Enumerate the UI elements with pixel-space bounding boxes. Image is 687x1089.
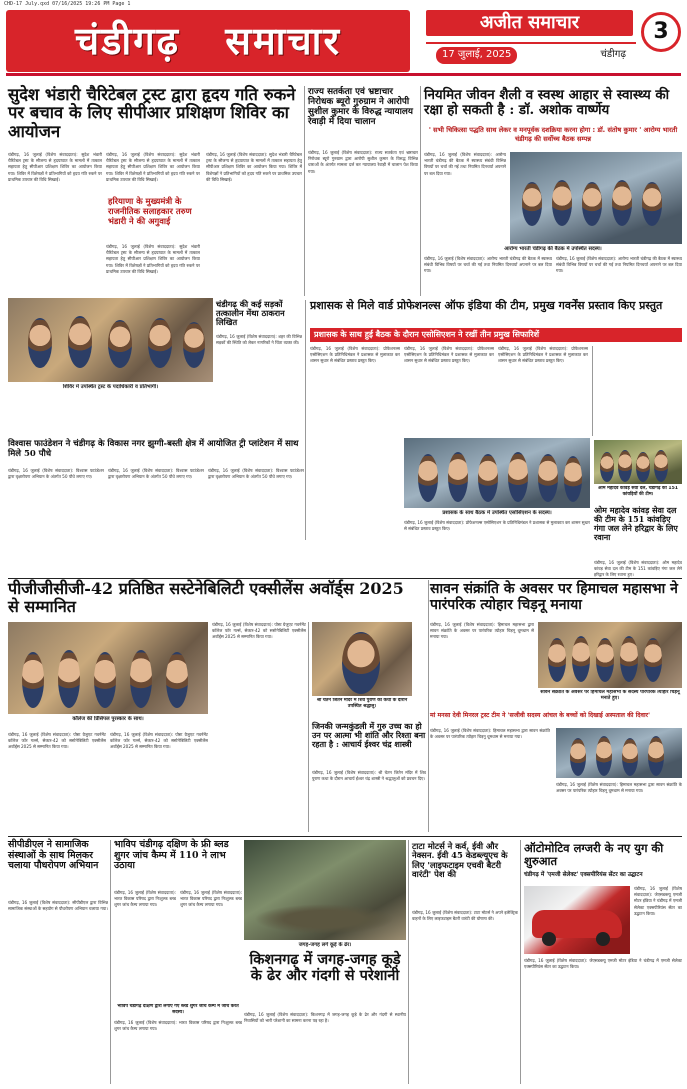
- article-3-headline: नियमित जीवन शैली व स्वस्थ आहार से स्वास्थ्य की रक्षा हो सकती है : डॉ. अशोक वार्ष्णेय: [424, 87, 670, 118]
- article-1-text: चंडीगढ़, 16 जुलाई (विशेष संवाददाता): सुदेश भंडारी चैरिटेबल ट्रस्ट के सौजन्य से हृदयाघात के मामलों में तत्काल सहायता हेतु सीपीआर प्रशिक्षण शिविर का आयोजन किया गया। शिविर में विशेषज्ञों ने प्रतिभागियों को हृदय गति रुकने पर प्राथमिक उपचार की विधि सिखाई।: [8, 152, 102, 182]
- article-3-photo: [510, 152, 682, 244]
- section-title-2: समाचार: [225, 18, 342, 63]
- city-name: चंडीगढ़: [600, 49, 626, 60]
- article-15-photo: [524, 886, 630, 954]
- article-13-text: चंडीगढ़, 16 जुलाई (विशेष संवाददाता): किशनगढ़ में जगह-जगह कूड़े के ढेर और गंदगी से स्थानीय निवासियों को भारी परेशानी का सामना करना पड़ रहा है।: [244, 1012, 406, 1024]
- article-14-text: चंडीगढ़, 16 जुलाई (विशेष संवाददाता): टाटा मोटर्स ने अपने इलेक्ट्रिक वाहनों के लिए लाइफटाइम बैटरी वारंटी की घोषणा की।: [412, 910, 518, 922]
- article-10-caption: सावन संक्रांति के अवसर पर हिमाचल महासभा के सदस्य पारंपरिक त्योहार चिड़नू मनाते हुए।: [540, 690, 680, 702]
- article-9-headline: जिनकी जन्मकुंडली में गुरु उच्च का हो उन पर आत्मा भी शांति और रिश्ता बना रहता है : आचार्य ईश्वर चंद्र शास्त्री: [312, 721, 426, 749]
- article-12-text: चंडीगढ़, 16 जुलाई (विशेष संवाददाता): भारत विकास परिषद द्वारा निःशुल्क ब्लड शुगर जांच कैम्प लगाया गया।: [114, 890, 176, 908]
- article-7-text: चंडीगढ़, 16 जुलाई (विशेष संवाददाता): ओम महादेव कांवड़ सेवा दल की टीम के 151 कांवड़िए गंगा जल लेने हरिद्वार के लिए रवाना हुए।: [594, 560, 682, 578]
- article-9-text: चंडीगढ़, 16 जुलाई (विशेष संवाददाता): श्री चेतन जितेन मंदिर में शिव पुराण कथा के दौरान आचार्य ईश्वर चंद्र शास्त्री ने श्रद्धालुओं को प्रवचन दिए।: [312, 770, 426, 782]
- article-7-headline: ओम महादेव कांवड़ सेवा दल की टीम के 151 कांवड़िए गंगा जल लेने हरिद्वार के लिए रवाना: [594, 505, 678, 542]
- article-8-text-col2: चंडीगढ़, 16 जुलाई (विशेष संवाददाता): पोस्ट ग्रेजुएट गवर्नमेंट कॉलेज फॉर गर्ल्स, सेक्टर-42 को सस्टेनेबिलिटी एक्सीलेंस अवॉर्ड्स 2025 से सम्मानित किया गया।: [110, 732, 208, 750]
- article-6-text: चंडीगढ़, 16 जुलाई (विशेष संवाददाता): विश्वास फाउंडेशन द्वारा वृक्षारोपण अभियान के अंतर्गत 50 पौधे लगाए गए।: [8, 468, 104, 480]
- article-3-quote: ' सभी चिकित्सा पद्धति साथ लेकर व मनपूर्वक दशक्रिया करना होगा : डॉ. संतोष कुमार ' आरोग्य भारती चंडीगढ़ की सर्वोच्च बैठक सम्पन्न: [428, 126, 678, 143]
- article-10-headline: सावन संक्रांति के अवसर पर हिमाचल महासभा ने पारंपरिक त्योहार चिड़नू मनाया: [430, 581, 678, 613]
- article-5-caption: प्रशासक के साथ बैठक में उपस्थित एसोसिएशन के सदस्य।: [442, 510, 552, 516]
- article-15-headline: ऑटोमोटिव लग्जरी के नए युग की शुरुआत: [524, 841, 664, 868]
- article-1-subhead: हरियाणा के मुख्यमंत्री के राजनीतिक सलाहकार तरुण भंडारी ने की अगुवाई: [108, 196, 192, 227]
- article-12-text-col3: चंडीगढ़, 16 जुलाई (विशेष संवाददाता): भारत विकास परिषद द्वारा निःशुल्क ब्लड शुगर जांच कैम्प लगाया गया।: [114, 1020, 242, 1032]
- article-7-caption: ओम महादेव कांवड़ सेवा दल, चंडीगढ़ की 151 कांवड़ियों की टीम।: [598, 486, 678, 497]
- article-10-photo: [538, 622, 682, 688]
- article-8-text: चंडीगढ़, 16 जुलाई (विशेष संवाददाता): पोस्ट ग्रेजुएट गवर्नमेंट कॉलेज फॉर गर्ल्स, सेक्टर-42 को सस्टेनेबिलिटी एक्सीलेंस अवॉर्ड्स 2025 से सम्मानित किया गया।: [8, 732, 106, 750]
- article-1-text-col3: चंडीगढ़, 16 जुलाई (विशेष संवाददाता): सुदेश भंडारी चैरिटेबल ट्रस्ट के सौजन्य से हृदयाघात के मामलों में तत्काल सहायता हेतु सीपीआर प्रशिक्षण शिविर का आयोजन किया गया। शिविर में विशेषज्ञों ने प्रतिभागियों को हृदय गति रुकने पर प्राथमिक उपचार की विधि सिखाई।: [206, 152, 302, 182]
- section-title-1: चंडीगढ़: [74, 18, 181, 63]
- article-13-headline: किशनगढ़ में जगह-जगह कूड़े के ढेर और गंदगी से परेशानी: [249, 951, 401, 985]
- article-10-text-col3: चंडीगढ़, 16 जुलाई (विशेष संवाददाता): हिमाचल महासभा द्वारा सावन संक्रांति के अवसर पर पारंपरिक त्योहार चिड़नू धूमधाम से मनाया गया।: [430, 728, 550, 740]
- kanwar-team-group-photo: [594, 440, 682, 484]
- article-2-headline: राज्य सतर्कता एवं भ्रष्टाचार निरोधक ब्यूरो गुरुग्राम ने आरोपी सुशील कुमार के विरुद्ध न्यायालय रेवाड़ी में दिया चालान: [308, 87, 413, 127]
- article-9-photo: [312, 622, 412, 696]
- article-5-text: चंडीगढ़, 16 जुलाई (विशेष संवाददाता): प्रोफेशनल्स एसोसिएशन के प्रतिनिधिमंडल ने प्रशासक से मुलाकात कर शासन सुधार से संबंधित प्रस्ताव प्रस्तुत किए।: [310, 346, 400, 364]
- article-5-photo: [404, 438, 590, 508]
- article-3-caption: आरोग्य भारती चंडीगढ़ की बैठक में उपस्थित सदस्य।: [504, 246, 602, 252]
- article-1-headline: सुदेश भंडारी चैरिटेबल ट्रस्ट द्वारा हृदय गति रुकने पर बचाव के लिए सीपीआर प्रशिक्षण शिविर का आयोजन: [8, 85, 296, 141]
- article-10-photo-2: [556, 728, 682, 778]
- article-1-photo: [8, 298, 213, 382]
- article-13-photo: [244, 840, 406, 940]
- article-1-text-col2b: चंडीगढ़, 16 जुलाई (विशेष संवाददाता): सुदेश भंडारी चैरिटेबल ट्रस्ट के सौजन्य से हृदयाघात के मामलों में तत्काल सहायता हेतु सीपीआर प्रशिक्षण शिविर का आयोजन किया गया। शिविर में विशेषज्ञों ने प्रतिभागियों को हृदय गति रुकने पर प्राथमिक उपचार की विधि सिखाई।: [106, 244, 200, 274]
- article-5-headline: प्रशासक से मिले वार्ड प्रोफेशनल्स ऑफ इंडिया की टीम, प्रमुख गवर्नेंस प्रस्ताव किए प्रस्तुत: [310, 299, 663, 312]
- article-12-caption: भाविप चंडीगढ़ दक्षिण द्वारा लगाए गए ब्लड शुगर जांच कैम्प में जांच करते सदस्य।: [117, 1004, 239, 1015]
- article-8-text-col3: चंडीगढ़, 16 जुलाई (विशेष संवाददाता): पोस्ट ग्रेजुएट गवर्नमेंट कॉलेज फॉर गर्ल्स, सेक्टर-42 को सस्टेनेबिलिटी एक्सीलेंस अवॉर्ड्स 2025 से सम्मानित किया गया।: [212, 622, 306, 640]
- print-slug: CHD-17 July.qxd 07/16/2025 19:26 PM Page 1: [4, 1, 131, 7]
- article-4-headline: चंडीगढ़ की कई सड़कों तत्कालीन मेंथा ठाकरान लिखित: [216, 299, 285, 328]
- article-3-text-col3: चंडीगढ़, 16 जुलाई (विशेष संवाददाता): आरोग्य भारती चंडीगढ़ की बैठक में स्वास्थ्य संबंधी विभिन्न विषयों पर चर्चा की गई तथा नियमित दिनचर्या अपनाने पर बल दिया गया।: [556, 256, 682, 274]
- article-8-photo: [8, 622, 208, 714]
- article-2-text: चंडीगढ़, 16 जुलाई (विशेष संवाददाता): राज्य सतर्कता एवं भ्रष्टाचार निरोधक ब्यूरो गुरुग्राम द्वारा आरोपी सुशील कुमार के विरुद्ध विभिन्न धाराओं के अंतर्गत मामला दर्ज कर न्यायालय रेवाड़ी में चालान पेश किया गया।: [308, 150, 418, 174]
- page-number: 3: [641, 12, 681, 52]
- article-11-headline: सीपीडीएल ने सामाजिक संस्थाओं के साथ मिलकर चलाया पौधरोपण अभियान: [8, 839, 99, 872]
- article-14-headline: टाटा मोटर्स ने कर्व, ईवी और नेक्सन. ईवी 45 केडब्ल्यूएच के लिए 'लाइफटाइम एचवी बैटरी वारंटी' पेश की: [412, 841, 508, 880]
- article-5-text-col3: चंडीगढ़, 16 जुलाई (विशेष संवाददाता): प्रोफेशनल्स एसोसिएशन के प्रतिनिधिमंडल ने प्रशासक से मुलाकात कर शासन सुधार से संबंधित प्रस्ताव प्रस्तुत किए।: [498, 346, 588, 364]
- issue-date: 17 जुलाई, 2025: [436, 47, 517, 64]
- article-3-text-col2: चंडीगढ़, 16 जुलाई (विशेष संवाददाता): आरोग्य भारती चंडीगढ़ की बैठक में स्वास्थ्य संबंधी विभिन्न विषयों पर चर्चा की गई तथा नियमित दिनचर्या अपनाने पर बल दिया गया।: [424, 256, 552, 274]
- article-5-subhead: प्रशासक के साथ हुई बैठक के दौरान एसोसिएशन ने रखीं तीन प्रमुख सिफारिशें: [310, 328, 682, 342]
- article-15-text-col2: चंडीगढ़, 16 जुलाई (विशेष संवाददाता): जेएसडब्ल्यू एमजी मोटर इंडिया ने चंडीगढ़ में एमजी सेलेक्ट एक्सपीरियंस सेंटर का उद्घाटन किया।: [524, 958, 682, 970]
- article-3-text: चंडीगढ़, 16 जुलाई (विशेष संवाददाता): आरोग्य भारती चंडीगढ़ की बैठक में स्वास्थ्य संबंधी विभिन्न विषयों पर चर्चा की गई तथा नियमित दिनचर्या अपनाने पर बल दिया गया।: [424, 152, 506, 176]
- article-10-text-col4: चंडीगढ़, 16 जुलाई (विशेष संवाददाता): हिमाचल महासभा द्वारा सावन संक्रांति के अवसर पर पारंपरिक त्योहार चिड़नू धूमधाम से मनाया गया।: [556, 782, 682, 794]
- article-6-text-col3: चंडीगढ़, 16 जुलाई (विशेष संवाददाता): विश्वास फाउंडेशन द्वारा वृक्षारोपण अभियान के अंतर्गत 50 पौधे लगाए गए।: [208, 468, 304, 480]
- article-6-text-col2: चंडीगढ़, 16 जुलाई (विशेष संवाददाता): विश्वास फाउंडेशन द्वारा वृक्षारोपण अभियान के अंतर्गत 50 पौधे लगाए गए।: [108, 468, 204, 480]
- article-5-text-col4: चंडीगढ़, 16 जुलाई (विशेष संवाददाता): प्रोफेशनल्स एसोसिएशन के प्रतिनिधिमंडल ने प्रशासक से मुलाकात कर शासन सुधार से संबंधित प्रस्ताव प्रस्तुत किए।: [404, 520, 590, 532]
- article-1-caption: शिविर में उपस्थित ट्रस्ट के पदाधिकारी व प्रतिभागी।: [62, 384, 159, 390]
- section-title: [6, 10, 410, 72]
- dateline: [426, 42, 636, 64]
- paper-info: [426, 10, 681, 72]
- article-5-text-col2: चंडीगढ़, 16 जुलाई (विशेष संवाददाता): प्रोफेशनल्स एसोसिएशन के प्रतिनिधिमंडल ने प्रशासक से मुलाकात कर शासन सुधार से संबंधित प्रस्ताव प्रस्तुत किए।: [404, 346, 494, 364]
- article-8-headline: पीजीजीसीजी-42 प्रतिष्ठित सस्टेनेबिलिटी एक्सीलेंस अवॉर्ड्स 2025 से सम्मानित: [8, 579, 404, 616]
- article-6-headline: विश्वास फाउंडेशन ने चंडीगढ़ के विकास नगर झुग्गी-बस्ती क्षेत्र में आयोजित ट्री प्लांटेशन में साथ मिले 50 पौधे: [8, 439, 299, 459]
- article-12-headline: भाविप चंडीगढ़ दक्षिण के फ्री ब्लड शुगर जांच कैम्प में 110 ने लाभ उठाया: [114, 839, 229, 872]
- article-4-text: चंडीगढ़, 16 जुलाई (विशेष संवाददाता): शहर की विभिन्न सड़कों की स्थिति को लेकर नागरिकों ने चिंता व्यक्त की।: [216, 334, 302, 346]
- masthead: [6, 10, 681, 76]
- article-15-text: चंडीगढ़, 16 जुलाई (विशेष संवाददाता): जेएसडब्ल्यू एमजी मोटर इंडिया ने चंडीगढ़ में एमजी सेलेक्ट एक्सपीरियंस सेंटर का उद्घाटन किया।: [634, 886, 682, 916]
- paper-name: अजीत समाचार: [426, 10, 633, 36]
- article-10-text: चंडीगढ़, 16 जुलाई (विशेष संवाददाता): हिमाचल महासभा द्वारा सावन संक्रांति के अवसर पर पारंपरिक त्योहार चिड़नू धूमधाम से मनाया गया।: [430, 622, 534, 640]
- article-9-caption: श्री चेतन जितेन मंदिर में शिव पुराण की कथा के दौरान उपस्थित श्रद्धालु।: [316, 698, 408, 709]
- article-11-text: चंडीगढ़, 16 जुलाई (विशेष संवाददाता): सीपीडीएल द्वारा विभिन्न सामाजिक संस्थाओं के सहयोग से पौधरोपण अभियान चलाया गया।: [8, 900, 108, 912]
- article-1-text-col2: चंडीगढ़, 16 जुलाई (विशेष संवाददाता): सुदेश भंडारी चैरिटेबल ट्रस्ट के सौजन्य से हृदयाघात के मामलों में तत्काल सहायता हेतु सीपीआर प्रशिक्षण शिविर का आयोजन किया गया। शिविर में विशेषज्ञों ने प्रतिभागियों को हृदय गति रुकने पर प्राथमिक उपचार की विधि सिखाई।: [106, 152, 200, 182]
- article-13-caption: जगह-जगह लगे कूड़े के ढेर।: [298, 942, 352, 948]
- article-8-caption: कॉलेज की प्रिंसिपल पुरस्कार के साथ।: [72, 716, 144, 722]
- article-15-subhead: चंडीगढ़ में 'एमजी सेलेक्ट' एक्सपीरियंस सेंटर का उद्घाटन: [524, 872, 643, 878]
- article-12-text-col2: चंडीगढ़, 16 जुलाई (विशेष संवाददाता): भारत विकास परिषद द्वारा निःशुल्क ब्लड शुगर जांच कैम्प लगाया गया।: [180, 890, 242, 908]
- article-10-subhead: मां मनसा देवी मिनरल ट्रस्ट टीम ने 'सजीवी सदस्य आंचल के बच्चों को दिखाई अस्पताल की दिवार': [430, 712, 650, 719]
